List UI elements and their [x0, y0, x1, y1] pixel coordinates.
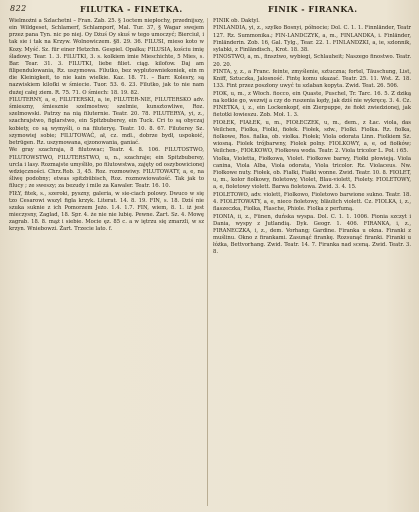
left-column [9, 18, 204, 506]
dictionary-entry: FIOŁEK, FIAŁEK, u, m., FIOŁECZEK, u, m., dem., z Łac. viola, das Veilchen, Fiolka, Fiolki, fiołek. Fiołek, sdw., Fiolki. Fiolka. Rz. fiolka, fiolkowe, Ros. fialka, ob. violka. Fiołek; Viola odorata Linn. Fiolkiem Sz. wiosną. Fiolek trójbarwny, Fiolek polny. FIOLKOWY, a, e, od fiołków; Veilchen-, FIOŁKOWO, Fiołkowa woda. Teatr. 2. Viola tricolor L. Poł. i 65. [213, 119, 411, 155]
dictionary-entry: Violka, Violetta, Fiołkowa, Violet. Fiołkowe barwy, Fiołki płowieją. Viola canina, Viola Alba, Viola odorata, Viola tricolor. Rz. Violaceus. Nw. Fiołkowe nuty. Fiołek, ob. Fiałki, Fiałki wonne. Zwid. Teatr. 10. 8. FIOLET, u, m., kolor fiołkowy, fioletowy, Violet, Blau-violett, Fiolety. FIOLETOWY, a, e, fioletowy violett. Barwa fioletowa. Zwid. 3. 4. 15. [213, 155, 411, 191]
dictionary-entry: FIŁY, fitek, s., szeroki, pyszny, galeria, w sie-ciach polowy. Dwuco w się tzo Cesarowi wszyl figla krzyk. Literat. 14. 8. 19. FIN, s. 18. Dziś nie szuka suknie z ich Pomorzem Jeżo. 1.4. 1.7. FIN, wiem, 8. 1. iż jest mieczysny, Zaglad, 18. Spr. 4. że nie nie lubię. Pewne. Żart. Sz. 4. Mowę zagrab. 18. 8. mąż i siebie. Mocie ęz. 85 c. a w iętrzu się zmarzli, w sz krzyn. Wniebowzi. Żart. Trzecie lato. f. [9, 190, 204, 233]
running-head-right: FINIK - FIRANKA. [268, 4, 358, 14]
page-number: 822 [10, 4, 27, 13]
dictionary-entry: FINOSTWO, a, m., finsztwo, wybiegi, Schlauheit; Naszego finostwo. Teatr. 20. 20. [213, 54, 411, 68]
dictionary-entry: FIONIA, ii, z., Fünen, duńska wyspa. Dol. C. 1. 1. 1006. Fionia szczyt i Dania, wyspy z Jutlandią. Dyk. Geogr. 1. 406. FIRANKA, i, z., FIRANECZKA, i, z., dem. Vorhang; Gardine. Firanka u okna. Firanki z muślinu. Okno z firankami. Zasunąć firankę. Rozsunąć firanki. Firanki u łóżka, Bettvorhang. Zwid. Teatr. 14. 7. Firanka nad sceną. Zwid. Teatr. 3. 8. [213, 213, 411, 256]
dictionary-entry: We gray szachraja, 8 filutowac; Teatr. 4. 8. 106. FILUTOSTWO, FILUTOWSTWO, FILUTERSTWO, u, n., szachraje; ein Spitzbuberey, urcla i lasy. Rozmajste umyśliło, po filutowstwa, zajęty od oszybowicionej wdzięczności. Chrz.Rob. 3, 45. Roz. rozmowiwy. FILUTOWATY, a, e, na śliwę podobny; etwas spitzbübisch, Roz. rozmowiowatość. Tak jak to filucy ; ze sweszy; za bezudy i mile za Kawaler. Teatr. 16. 10. [9, 147, 204, 190]
dictionary-entry: Wielmożni a Szlachetni – Fran. Zab. 25. § 1octem niepłochy, przednijszy, ein Wildgeset, Schlamerf, Schlamporf, Mal. Tur. 37, § Wagar swejem przez pana Tyn. nic po niej. Oy Dżuś Oy skuś w tego umoczyć; Bierciuł, i tak sie i tak na Krzyw. Wolnowiczem. §8. 29. 36. FILUSI, mieso koto w Kozy. Myść. Sz. für einer Hetzchn. Gespiel. Opalka; FILUSIA, kościu imię śladowy. Tear. 1. 3. FILUTKI, 3. s. kolkiem imie Mieschichte, 5 Mies, s. Bar. Tear. 31. 3. FILUTKI, liebe filiet. ciąg. kilofow. Daj am filipendulowania, Rz. uszymowa. Filutko, bez wyplutowniekoniek, ein m die Kleinigkeit, to nie kain wielkie. Kaz. 18. 71. – Barr. Kolesry, są nazwiskiem kilofki w śmiecie. Tuor. 53. 6. 23. Filutko, jak to nie nam dużej całej ziem. R. 75. 71. O śmiech: 18. 19. 82. [9, 18, 204, 96]
dictionary-entry: FINTA, y, z., a Franc. feinte, zmyślenie, sztuczna; fortel, Täuschung, List, Kniff, Sztuczka, Jalosność. Fintę komu ukazać. Teatr. 25. 11. Wst. Z. 18. 133. Fint przez poszłony uwyć tu szlaban kopyta. Zwid. Teat. 26. 506. [213, 68, 411, 90]
page-header [10, 4, 409, 18]
right-column [213, 18, 411, 506]
dictionary-entry: FIOK, u, m., z Włoch. fiocco, ein Quaste, Puschel, Tr. Tarc. 16. 5. Z dziką na kotkie go, wezwij a czy do ruszenia kędy, jak dziś nie wykręcę. 3. 4. Cz. FINETKA, i, z., ein Lockenkopf, ein Zierpuppe, że fiokt zwiedzionej, jak fietotki łowieszu. Zob. Moł. 1. 3. [213, 90, 411, 119]
dictionary-entry: FINIK ob. Daktyl. [213, 18, 260, 24]
column-divider [207, 18, 208, 506]
dictionary-entry: FILUTERNY, a, e, FILUTERSKI, a, ie, FILUTER-NIE, FILUTERSKO adv. śmieszny, śmiesznie szelmostwo; szelmie, kunsztowliwe, Roz. szelmowski. Patrzy na nią filuternie. Teatr. 20. 78. FILUTERYA, yi, z., szachrajstwo, figlarstwo, ein Spitzbuberey, ein Tuck. Cri to są obyczaj kobiety, co są wymyśli, o na filuteryę. Teatr. 10. 8. 67. Filuterey Sz. szymowiej sobie; FILUTOWAĆ, ał, cz. mdl., dobrze bydł, uspokoić, betrügen. Rz. uszymowana, ejzonowania, ganiać. [9, 97, 204, 146]
running-head-left: FILUTKA - FINETKA. [80, 4, 183, 14]
dictionary-entry: FIOLETOWO, adv. violett, Fiolkowo, Fioletowo barwione sukno. Teatr. 18. 4. FIOLETOWATY, a, e, nieco fioletowy, bläulich violett. Cz. FIOLKA, i, z., flaszeczka, Fiolka, Flasche, Phiole. Fiolka z perfumą. [213, 191, 411, 213]
dictionary-entry: FINLANDIA, yi, z., szylko Bosnyi, północie; Dol. C. 1. 1. Finnländer, Teatr 127. Rz. Summonika.; FIN-LANDCZYK, a, m., FINLANDKA, i. Finländer, Finländerin. Zob. 16, Gal. Tylg., Tear. 22. 1. FINLANDZKI, a, ie, szlonnik, sylabki, z Finländisch., Krot. 18. 38. [213, 25, 411, 53]
